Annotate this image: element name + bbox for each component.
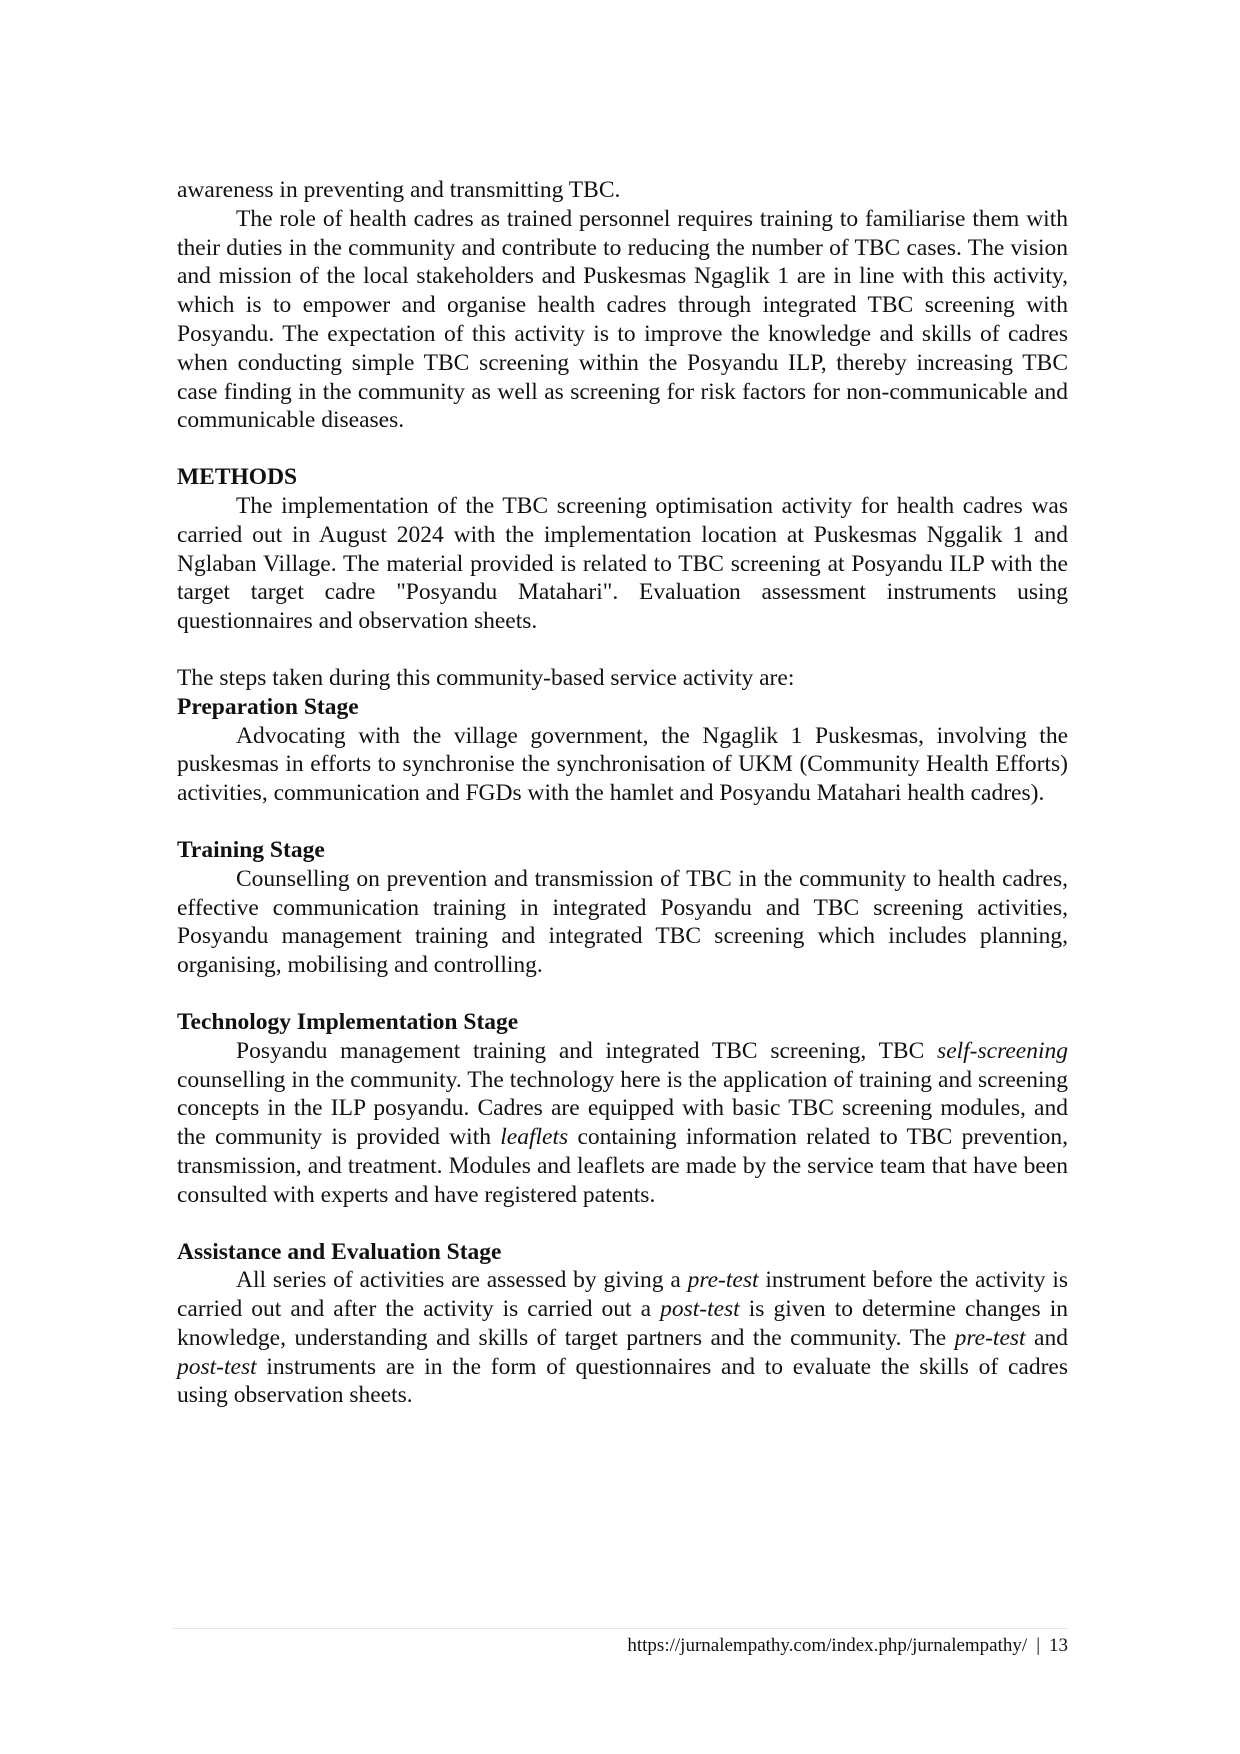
intro-paragraph: The role of health cadres as trained personnel requires training to familiarise them with their duties in the community and contribute to reducing the number of TBC cases. The vision and mission of the local stakeholders and Puskesmas Ngaglik 1 are in line with this activity, which is to empower and organise health cadres through integrated TBC screening with Posyandu. The expectation of this activity is to improve the knowledge and skills of cadres when conducting simple TBC screening within the Posyandu ILP, thereby increasing TBC case finding in the community as well as screening for risk factors for non-communicable and communicable diseases. [177, 205, 1068, 434]
assistance-text-4: and [1025, 1324, 1068, 1351]
technology-heading: Technology Implementation Stage [177, 1008, 519, 1035]
technology-italic-leaflets: leaflets [500, 1124, 569, 1151]
preparation-heading: Preparation Stage [177, 693, 359, 720]
page-footer [627, 1634, 1068, 1658]
technology-italic-self-screening: self-screening [937, 1037, 1068, 1064]
technology-text-3: containing information related to TBC prevention, transmission, and treatment. Modules and leaflets are made by the service team that have been consulted with experts and have registered patents. [177, 1124, 1068, 1208]
footer-divider [173, 1628, 1068, 1629]
training-heading: Training Stage [177, 836, 325, 863]
assistance-text-5: instruments are in the form of questionnaires and to evaluate the skills of cadres using observation sheets. [177, 1353, 1068, 1409]
assistance-italic-posttest-2: post-test [177, 1353, 257, 1380]
preparation-paragraph: Advocating with the village government, the Ngaglik 1 Puskesmas, involving the puskesmas in efforts to synchronise the synchronisation of UKM (Community Health Efforts) activities, communication and FGDs with the hamlet and Posyandu Matahari health cadres). [177, 722, 1068, 807]
methods-heading: METHODS [177, 464, 298, 491]
assistance-text-2: instrument before the activity is carried out and after the activity is carried out a [177, 1267, 1068, 1323]
assistance-text-1: All series of activities are assessed by giving a [236, 1267, 688, 1294]
assistance-italic-pretest: pre-test [687, 1267, 759, 1294]
footer-separator: | [1036, 1635, 1040, 1656]
page-number: 13 [1049, 1635, 1068, 1656]
training-paragraph: Counselling on prevention and transmission of TBC in the community to health cadres, effective communication training in integrated Posyandu and TBC screening activities, Posyandu management training and integrated TBC screening which includes planning, organising, mobilising and controlling. [177, 865, 1068, 979]
assistance-italic-posttest: post-test [660, 1296, 740, 1323]
assistance-text-3: is given to determine changes in knowledge, understanding and skills of target partners and the community. The [177, 1296, 1068, 1351]
assistance-heading: Assistance and Evaluation Stage [177, 1238, 502, 1265]
intro-continuation: awareness in preventing and transmitting TBC. [177, 177, 621, 203]
assistance-italic-pretest-2: pre-test [954, 1324, 1026, 1351]
assistance-paragraph [177, 1266, 1068, 1410]
technology-paragraph [177, 1037, 1068, 1210]
steps-intro: The steps taken during this community-based service activity are: [177, 664, 795, 691]
technology-text-1: Posyandu management training and integrated TBC screening, TBC [236, 1037, 938, 1064]
technology-text-2: counselling in the community. The technology here is the application of training and screening concepts in the ILP posyandu. Cadres are equipped with basic TBC screening modules, and the community is provided with [177, 1066, 1068, 1151]
page-body [177, 176, 1068, 1410]
methods-paragraph: The implementation of the TBC screening optimisation activity for health cadres was carried out in August 2024 with the implementation location at Puskesmas Nggalik 1 and Nglaban Village. The material provided is related to TBC screening at Posyandu ILP with the target target cadre "Posyandu Matahari". Evaluation assessment instruments using questionnaires and observation sheets. [177, 492, 1068, 635]
footer-url-link[interactable]: https://jurnalempathy.com/index.php/jurnalempathy/ [627, 1635, 1028, 1656]
